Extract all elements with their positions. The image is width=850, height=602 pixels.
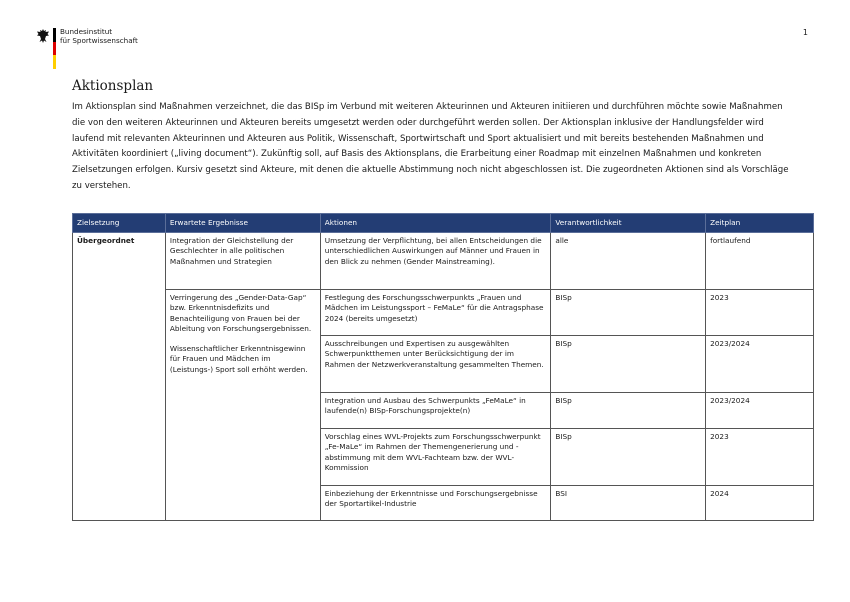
column-header: Aktionen (320, 214, 551, 233)
action-cell: Vorschlag eines WVL-Projekts zum Forschungsschwerpunkt „Fe-MaLe“ im Rahmen der Themengenerierung und -abstimmung mit dem WVL-Fachteam bzw. der WVL-Kommission (320, 429, 551, 486)
table-header-row (73, 214, 814, 233)
intro-paragraph: Im Aktionsplan sind Maßnahmen verzeichnet, die das BISp im Verbund mit weiteren Akteurinnen und Akteuren initiieren und durchführen möchte sowie Maßnahmen die von den weiteren Akteurinnen und Akteuren bereits umgesetzt werden oder durchgeführt werden sollen. Der Aktionsplan inklusive der Handlungsfelder wird laufend mit relevanten Akteurinnen und Akteuren aus Politik, Wissenschaft, Sportwirtschaft und Sport aktualisiert und mit bereits bestehenden Maßnahmen und Aktivitäten koordiniert („living document“). Zukünftig soll, auf Basis des Aktionsplans, die Erarbeitung einer Roadmap mit einzelnen Maßnahmen und konkreten Zielsetzungen erfolgen. Kursiv gesetzt sind Akteure, mit denen die aktuelle Abstimmung noch nicht abgeschlossen ist. Die zugeordneten Aktionen sind als Vorschläge zu verstehen. (72, 102, 789, 191)
result-text: Verringerung des „Gender-Data-Gap“ bzw. Erkenntnisdefizits und Benachteiligung von Frauen bei der Ableitung von Forschungsergebnissen. (169, 293, 312, 333)
schedule-cell: fortlaufend (706, 233, 814, 290)
org-name-line2: für Sportwissenschaft (60, 35, 138, 45)
result-cell (165, 290, 320, 521)
schedule-cell: 2023 (706, 429, 814, 486)
action-cell: Umsetzung der Verpflichtung, bei allen Entscheidungen die unterschiedlichen Auswirkungen auf Männer und Frauen in den Blick zu nehmen (Gender Mainstreaming). (320, 233, 551, 290)
result-text: Wissenschaftlicher Erkenntnisgewinn für Frauen und Mädchen im (Leistungs-) Sport soll erhöht werden. (169, 344, 308, 374)
responsible-cell: BSI (551, 486, 706, 521)
schedule-cell: 2024 (706, 486, 814, 521)
responsible-cell: BISp (551, 393, 706, 429)
page-title: Aktionsplan (72, 78, 154, 94)
responsible-cell: alle (551, 233, 706, 290)
action-cell: Integration und Ausbau des Schwerpunkts „FeMaLe“ in laufende(n) BISp-Forschungsprojekte(n) (320, 393, 551, 429)
column-header: Zeitplan (706, 214, 814, 233)
goal-cell: Übergeordnet (73, 233, 166, 521)
responsible-cell: BISp (551, 336, 706, 393)
org-name (60, 28, 138, 45)
page-number: 1 (802, 28, 808, 37)
column-header: Verantwortlichkeit (551, 214, 706, 233)
action-cell: Ausschreibungen und Expertisen zu ausgewählten Schwerpunktthemen unter Berücksichtigung der im Rahmen der Netzwerkveranstaltung gesammelten Themen. (320, 336, 551, 393)
org-name-line1: Bundesinstitut (60, 27, 113, 36)
column-header: Zielsetzung (73, 214, 166, 233)
responsible-cell: BISp (551, 290, 706, 336)
action-plan-table (72, 213, 814, 521)
german-flag-stripe (53, 28, 56, 69)
schedule-cell: 2023 (706, 290, 814, 336)
action-cell: Festlegung des Forschungsschwerpunkts „Frauen und Mädchen im Leistungssport – FeMaLe“ für die Antragsphase 2024 (bereits umgesetzt) (320, 290, 551, 336)
responsible-cell: BISp (551, 429, 706, 486)
bisp-logo (36, 28, 146, 72)
table-row (73, 233, 814, 290)
column-header: Erwartete Ergebnisse (165, 214, 320, 233)
schedule-cell: 2023/2024 (706, 393, 814, 429)
result-cell: Integration der Gleichstellung der Geschlechter in alle politischen Maßnahmen und Strategien (165, 233, 320, 290)
table-row (73, 290, 814, 336)
federal-eagle-icon (36, 28, 50, 44)
schedule-cell: 2023/2024 (706, 336, 814, 393)
action-cell: Einbeziehung der Erkenntnisse und Forschungsergebnisse der Sportartikel-Industrie (320, 486, 551, 521)
